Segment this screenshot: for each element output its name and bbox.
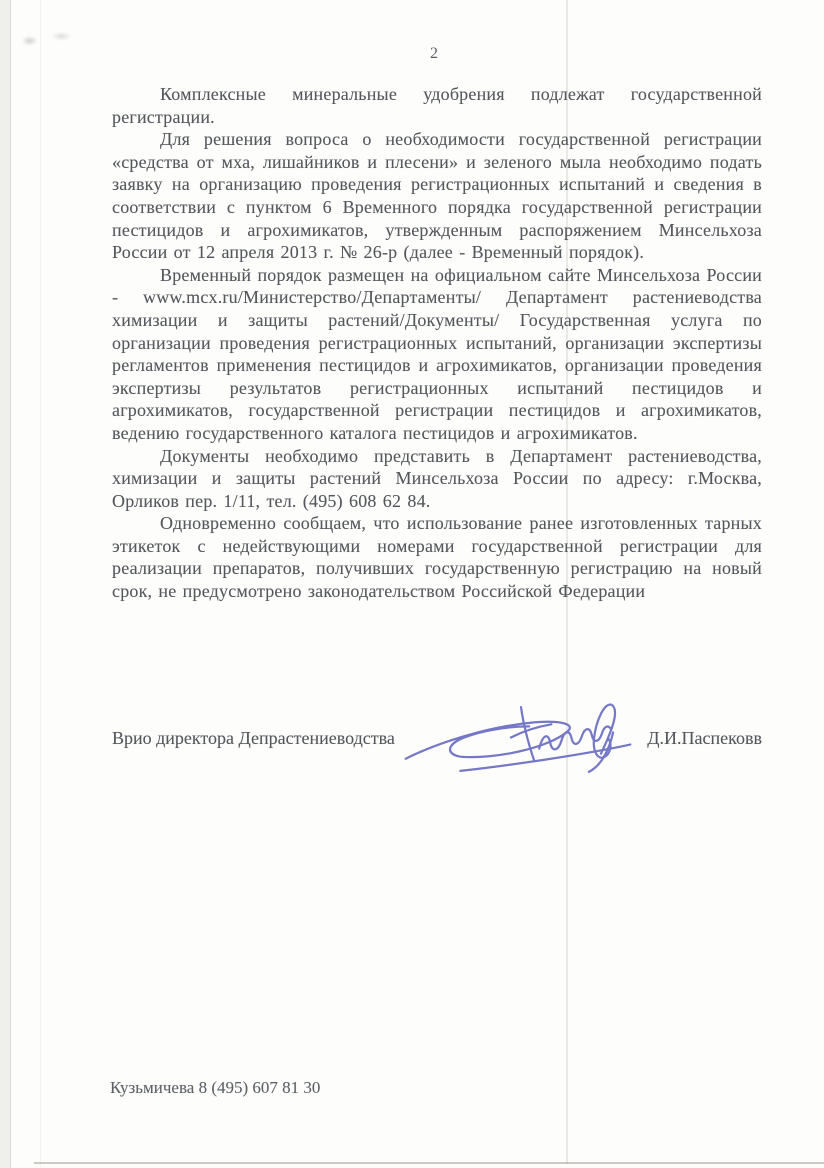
signer-title: Врио директора Депрастениеводства xyxy=(112,728,395,748)
scanner-edge-band xyxy=(0,0,11,1168)
handwritten-signature-icon xyxy=(398,698,638,784)
scanner-edge-line xyxy=(40,0,41,1168)
pencil-smudge-mark xyxy=(18,30,76,48)
body-paragraph: Документы необходимо представить в Департамент растениеводства, химизации и защиты растений Минсельхоза России по адресу: г.Москва, Орликов пер. 1/11, тел. (495) 608 62 84. xyxy=(112,445,762,511)
scanner-bottom-edge xyxy=(34,1162,824,1164)
signer-name: Д.И.Паспековв xyxy=(647,728,762,748)
executor-contact-line: Кузьмичева 8 (495) 607 81 30 xyxy=(110,1078,321,1097)
body-paragraph: Временный порядок размещен на официальном сайте Минсельхоза России - www.mcx.ru/Министерство/Департаменты/ Департамент растениеводства химизации и защиты растений/Документы/ Государственная услуга по организации проведения регистрационных испытаний, организации экспертизы регламентов применения пестицидов и агрохимикатов, организации проведения экспертизы результатов регистрационных испытаний пестицидов и агрохимикатов, государственной регистрации пестицидов и агрохимикатов, ведению государственного каталога пестицидов и агрохимикатов. xyxy=(112,264,762,443)
body-paragraph: Одновременно сообщаем, что использование ранее изготовленных тарных этикеток с недействующими номерами государственной регистрации для реализации препаратов, получивших государственную регистрацию на новый срок, не предусмотрено законодательством Российской Федерации xyxy=(112,513,762,602)
document-body xyxy=(112,83,762,603)
page-number: 2 xyxy=(430,45,438,62)
body-paragraph: Комплексные минеральные удобрения подлежат государственной регистрации. xyxy=(112,84,762,127)
body-paragraph: Для решения вопроса о необходимости государственной регистрации «средства от мха, лишайников и плесени» и зеленого мыла необходимо подать заявку на организацию проведения регистрационных испытаний и сведения в соответствии с пунктом 6 Временного порядка государственной регистрации пестицидов и агрохимикатов, утвержденным распоряжением Минсельхоза России от 12 апреля 2013 г. № 26-р (далее - Временный порядок). xyxy=(112,129,762,263)
